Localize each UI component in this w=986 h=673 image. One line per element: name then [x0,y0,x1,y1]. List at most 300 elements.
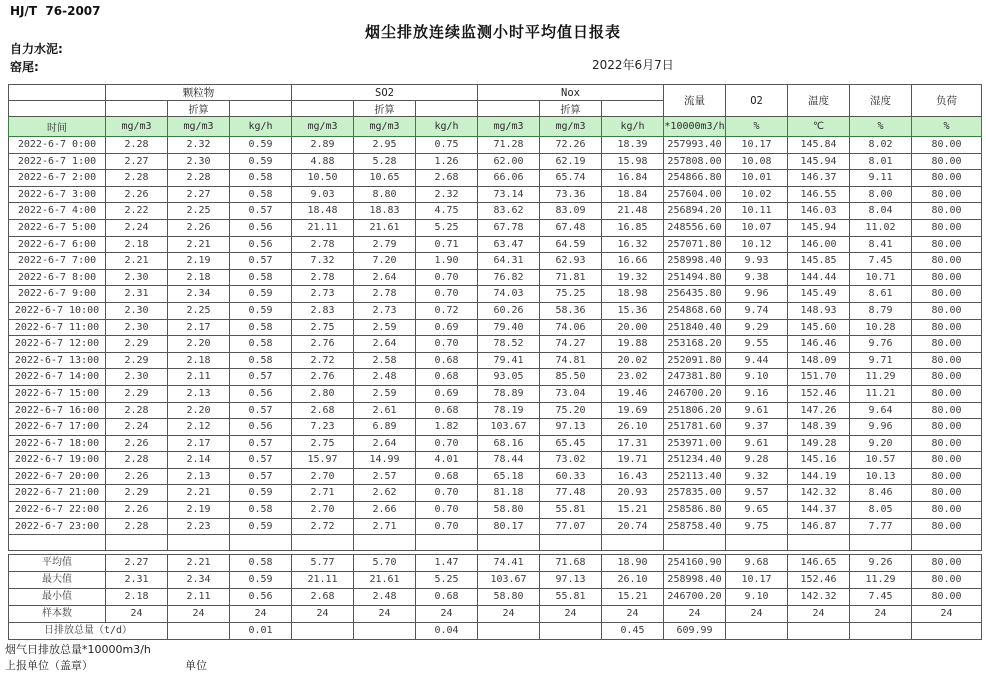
value-cell: 83.62 [478,203,540,220]
value-cell: 2.27 [168,186,230,203]
value-cell: 9.28 [726,452,788,469]
value-cell: 71.28 [478,137,540,154]
time-cell: 2022-6-7 16:00 [9,402,106,419]
value-cell: 0.69 [416,385,478,402]
value-cell: 9.96 [850,419,912,436]
value-cell [478,622,540,639]
value-cell: 24 [354,605,416,622]
value-cell: 83.09 [540,203,602,220]
value-cell [726,622,788,639]
value-cell: 10.17 [726,571,788,588]
value-cell: 77.07 [540,518,602,535]
value-cell: 258998.40 [664,571,726,588]
value-cell: 7.23 [292,419,354,436]
value-cell: 2.27 [106,153,168,170]
table-row [9,203,982,220]
value-cell: 78.44 [478,452,540,469]
group-header-row [9,85,982,101]
table-row [9,435,982,452]
value-cell: 10.11 [726,203,788,220]
value-cell: 2.23 [168,518,230,535]
value-cell: 254866.80 [664,170,726,187]
value-cell: 9.61 [726,435,788,452]
value-cell: 0.58 [230,554,292,571]
value-cell: 64.31 [478,253,540,270]
group-header-load: 负荷 [912,85,982,117]
value-cell: 2.28 [106,170,168,187]
value-cell: 258586.80 [664,502,726,519]
value-cell: 24 [664,605,726,622]
value-cell: 18.39 [602,137,664,154]
blank-cell [230,535,292,551]
value-cell: 9.57 [726,485,788,502]
group-header-flow: 流量 [664,85,726,117]
value-cell: 71.68 [540,554,602,571]
value-cell: 74.03 [478,286,540,303]
value-cell: 2.19 [168,502,230,519]
value-cell: 0.75 [416,137,478,154]
value-cell: 2.75 [292,435,354,452]
value-cell: 9.68 [726,554,788,571]
value-cell: 251494.80 [664,269,726,286]
value-cell: 64.59 [540,236,602,253]
value-cell: 80.00 [912,502,982,519]
blank-cell [292,535,354,551]
value-cell: 24 [602,605,664,622]
group-header-o2: O2 [726,85,788,117]
value-cell: 2.29 [106,336,168,353]
value-cell: 9.20 [850,435,912,452]
time-cell: 2022-6-7 21:00 [9,485,106,502]
time-cell: 2022-6-7 6:00 [9,236,106,253]
value-cell: 2.71 [354,518,416,535]
value-cell: 1.90 [416,253,478,270]
value-cell: 11.02 [850,219,912,236]
unit-cell: mg/m3 [168,117,230,137]
value-cell: 8.01 [850,153,912,170]
value-cell: 0.68 [416,402,478,419]
value-cell: 103.67 [478,419,540,436]
value-cell: 80.00 [912,286,982,303]
value-cell: 62.19 [540,153,602,170]
value-cell: 9.71 [850,352,912,369]
value-cell: 80.00 [912,518,982,535]
time-cell: 2022-6-7 8:00 [9,269,106,286]
value-cell: 2.89 [292,137,354,154]
value-cell: 148.09 [788,352,850,369]
value-cell: 2.26 [106,502,168,519]
value-cell: 9.44 [726,352,788,369]
table-row [9,385,982,402]
value-cell: 257835.00 [664,485,726,502]
table-row [9,269,982,286]
value-cell: 2.17 [168,319,230,336]
value-cell: 55.81 [540,588,602,605]
value-cell: 0.59 [230,571,292,588]
value-cell: 16.85 [602,219,664,236]
value-cell: 7.45 [850,253,912,270]
blank-cell [168,535,230,551]
value-cell: 2.70 [292,468,354,485]
value-cell: 146.55 [788,186,850,203]
value-cell: 2.73 [292,286,354,303]
value-cell: 9.10 [726,369,788,386]
blank-cell [602,535,664,551]
monitoring-table [8,84,982,640]
value-cell: 7.32 [292,253,354,270]
value-cell: 21.11 [292,571,354,588]
value-cell: 8.46 [850,485,912,502]
value-cell: 0.58 [230,502,292,519]
value-cell: 2.26 [168,219,230,236]
value-cell: 0.70 [416,502,478,519]
value-cell: 80.00 [912,485,982,502]
value-cell: 9.16 [726,385,788,402]
value-cell: 2.48 [354,588,416,605]
value-cell: 5.25 [416,219,478,236]
value-cell: 24 [168,605,230,622]
value-cell: 20.02 [602,352,664,369]
value-cell: 2.64 [354,269,416,286]
value-cell: 8.04 [850,203,912,220]
value-cell: 79.41 [478,352,540,369]
value-cell: 9.93 [726,253,788,270]
group-header-temp: 温度 [788,85,850,117]
value-cell: 2.62 [354,485,416,502]
time-cell: 2022-6-7 1:00 [9,153,106,170]
value-cell: 66.06 [478,170,540,187]
value-cell: 2.13 [168,385,230,402]
value-cell: 74.41 [478,554,540,571]
group-header-pm: 颗粒物 [106,85,292,101]
value-cell: 80.00 [912,269,982,286]
value-cell: 0.72 [416,302,478,319]
unit-cell: kg/h [416,117,478,137]
value-cell: 144.44 [788,269,850,286]
value-cell: 80.00 [912,302,982,319]
value-cell: 2.61 [354,402,416,419]
value-cell: 0.57 [230,203,292,220]
value-cell: 2.28 [106,518,168,535]
value-cell: 152.46 [788,571,850,588]
value-cell: 2.75 [292,319,354,336]
value-cell: 80.00 [912,402,982,419]
value-cell: 0.58 [230,170,292,187]
value-cell: 2.71 [292,485,354,502]
value-cell: 21.61 [354,571,416,588]
value-cell: 103.67 [478,571,540,588]
time-cell: 2022-6-7 9:00 [9,286,106,303]
value-cell: 80.00 [912,452,982,469]
value-cell: 2.26 [106,468,168,485]
value-cell: 2.19 [168,253,230,270]
value-cell: 16.32 [602,236,664,253]
value-cell: 97.13 [540,571,602,588]
value-cell: 0.57 [230,369,292,386]
value-cell: 144.37 [788,502,850,519]
value-cell: 80.00 [912,153,982,170]
time-cell: 2022-6-7 2:00 [9,170,106,187]
value-cell: 4.88 [292,153,354,170]
value-cell: 2.34 [168,571,230,588]
value-cell: 145.60 [788,319,850,336]
time-cell: 2022-6-7 5:00 [9,219,106,236]
blank-cell [540,535,602,551]
value-cell: 2.18 [106,588,168,605]
value-cell: 21.11 [292,219,354,236]
value-cell: 5.70 [354,554,416,571]
value-cell: 16.84 [602,170,664,187]
value-cell: 62.93 [540,253,602,270]
value-cell: 26.10 [602,419,664,436]
value-cell: 18.90 [602,554,664,571]
value-cell: 1.26 [416,153,478,170]
value-cell: 9.11 [850,170,912,187]
time-cell: 2022-6-7 20:00 [9,468,106,485]
value-cell: 0.58 [230,186,292,203]
value-cell: 2.25 [168,203,230,220]
value-cell: 0.57 [230,452,292,469]
value-cell: 609.99 [664,622,726,639]
value-cell: 2.59 [354,385,416,402]
value-cell: 0.56 [230,588,292,605]
value-cell: 257993.40 [664,137,726,154]
value-cell: 2.26 [106,435,168,452]
value-cell: 2.21 [168,485,230,502]
value-cell: 2.31 [106,286,168,303]
value-cell: 78.52 [478,336,540,353]
time-cell: 2022-6-7 11:00 [9,319,106,336]
value-cell: 9.37 [726,419,788,436]
value-cell [168,622,230,639]
value-cell: 2.83 [292,302,354,319]
table-row [9,352,982,369]
report-date: 2022年6月7日 [592,58,674,72]
table-row [9,452,982,469]
empty-header-cell [230,101,292,117]
value-cell: 80.00 [912,435,982,452]
value-cell: 9.29 [726,319,788,336]
value-cell: 15.36 [602,302,664,319]
value-cell: 142.32 [788,588,850,605]
time-cell: 2022-6-7 10:00 [9,302,106,319]
value-cell: 80.00 [912,137,982,154]
value-cell: 145.94 [788,153,850,170]
value-cell: 4.75 [416,203,478,220]
value-cell: 80.00 [912,385,982,402]
value-cell: 146.00 [788,236,850,253]
value-cell: 0.68 [416,588,478,605]
table-row [9,286,982,303]
time-cell: 2022-6-7 13:00 [9,352,106,369]
value-cell: 24 [912,605,982,622]
value-cell: 80.00 [912,186,982,203]
value-cell: 9.74 [726,302,788,319]
value-cell: 9.55 [726,336,788,353]
value-cell: 0.59 [230,153,292,170]
value-cell: 2.73 [354,302,416,319]
value-cell: 75.20 [540,402,602,419]
value-cell: 24 [106,605,168,622]
value-cell: 251234.40 [664,452,726,469]
value-cell: 2.68 [292,588,354,605]
value-cell: 11.21 [850,385,912,402]
time-cell: 2022-6-7 15:00 [9,385,106,402]
unit-cell: mg/m3 [354,117,416,137]
value-cell: 0.70 [416,485,478,502]
value-cell: 145.94 [788,219,850,236]
value-cell: 8.61 [850,286,912,303]
time-cell: 2022-6-7 14:00 [9,369,106,386]
value-cell: 11.29 [850,369,912,386]
value-cell: 77.48 [540,485,602,502]
value-cell: 21.48 [602,203,664,220]
value-cell: 80.00 [912,319,982,336]
table-row [9,253,982,270]
value-cell: 0.70 [416,518,478,535]
value-cell: 2.17 [168,435,230,452]
value-cell: 151.70 [788,369,850,386]
table-row [9,369,982,386]
table-row [9,302,982,319]
value-cell: 2.22 [106,203,168,220]
value-cell: 73.36 [540,186,602,203]
value-cell: 80.00 [912,419,982,436]
unit-cell: kg/h [230,117,292,137]
value-cell: 2.20 [168,402,230,419]
unit-cell: mg/m3 [292,117,354,137]
value-cell: 148.93 [788,302,850,319]
value-cell: 10.50 [292,170,354,187]
value-cell: 7.45 [850,588,912,605]
value-cell: 0.56 [230,419,292,436]
value-cell: 2.29 [106,485,168,502]
value-cell: 0.70 [416,286,478,303]
value-cell [354,622,416,639]
value-cell: 0.04 [416,622,478,639]
value-cell: 2.95 [354,137,416,154]
value-cell: 0.71 [416,236,478,253]
value-cell: 67.78 [478,219,540,236]
empty-header-cell [106,101,168,117]
footer-unit-label: 单位 [185,659,207,672]
value-cell: 9.32 [726,468,788,485]
value-cell: 65.74 [540,170,602,187]
value-cell: 2.11 [168,588,230,605]
value-cell: 2.76 [292,369,354,386]
value-cell: 251840.40 [664,319,726,336]
value-cell: 80.00 [912,336,982,353]
value-cell: 2.28 [168,170,230,187]
value-cell: 79.40 [478,319,540,336]
value-cell: 253971.00 [664,435,726,452]
value-cell: 2.57 [354,468,416,485]
value-cell [912,622,982,639]
value-cell: 2.14 [168,452,230,469]
page-title: 烟尘排放连续监测小时平均值日报表 [364,23,621,41]
time-cell: 2022-6-7 0:00 [9,137,106,154]
value-cell: 253168.20 [664,336,726,353]
value-cell: 2.79 [354,236,416,253]
value-cell: 2.64 [354,435,416,452]
group-header-so2: SO2 [292,85,478,101]
value-cell: 9.75 [726,518,788,535]
value-cell: 78.19 [478,402,540,419]
unit-cell: % [726,117,788,137]
value-cell: 2.78 [292,236,354,253]
value-cell: 2.27 [106,554,168,571]
value-cell: 15.98 [602,153,664,170]
value-cell: 74.81 [540,352,602,369]
value-cell: 58.80 [478,502,540,519]
value-cell: 2.18 [168,269,230,286]
value-cell: 145.85 [788,253,850,270]
value-cell: 2.32 [168,137,230,154]
value-cell: 146.46 [788,336,850,353]
value-cell: 9.26 [850,554,912,571]
value-cell: 63.47 [478,236,540,253]
table-row [9,219,982,236]
value-cell: 9.65 [726,502,788,519]
value-cell: 26.10 [602,571,664,588]
empty-header-cell [478,101,540,117]
empty-header-cell [9,85,106,101]
blank-cell [912,535,982,551]
value-cell: 16.43 [602,468,664,485]
value-cell: 2.72 [292,352,354,369]
value-cell: 24 [416,605,478,622]
value-cell: 8.05 [850,502,912,519]
value-cell: 15.97 [292,452,354,469]
value-cell: 75.25 [540,286,602,303]
units-row [9,117,982,137]
value-cell: 2.28 [106,402,168,419]
value-cell: 24 [230,605,292,622]
value-cell: 80.00 [912,170,982,187]
value-cell: 257808.00 [664,153,726,170]
value-cell: 2.25 [168,302,230,319]
value-cell: 0.56 [230,236,292,253]
value-cell: 10.13 [850,468,912,485]
value-cell: 67.48 [540,219,602,236]
value-cell: 21.61 [354,219,416,236]
value-cell: 144.19 [788,468,850,485]
value-cell: 254868.60 [664,302,726,319]
station-label: 窑尾: [10,60,39,74]
value-cell: 9.64 [850,402,912,419]
value-cell: 2.59 [354,319,416,336]
unit-cell: % [850,117,912,137]
value-cell: 2.80 [292,385,354,402]
value-cell: 146.37 [788,170,850,187]
value-cell: 1.47 [416,554,478,571]
value-cell: 2.78 [292,269,354,286]
value-cell: 7.77 [850,518,912,535]
value-cell: 80.17 [478,518,540,535]
value-cell: 2.30 [106,269,168,286]
summary-label: 日排放总量（t/d） [9,622,168,639]
value-cell: 18.98 [602,286,664,303]
unit-cell: *10000m3/h [664,117,726,137]
value-cell: 80.00 [912,554,982,571]
value-cell: 80.00 [912,253,982,270]
value-cell: 2.34 [168,286,230,303]
table-row [9,236,982,253]
value-cell: 2.32 [416,186,478,203]
value-cell: 0.70 [416,269,478,286]
time-header: 时间 [9,117,106,137]
value-cell: 16.66 [602,253,664,270]
